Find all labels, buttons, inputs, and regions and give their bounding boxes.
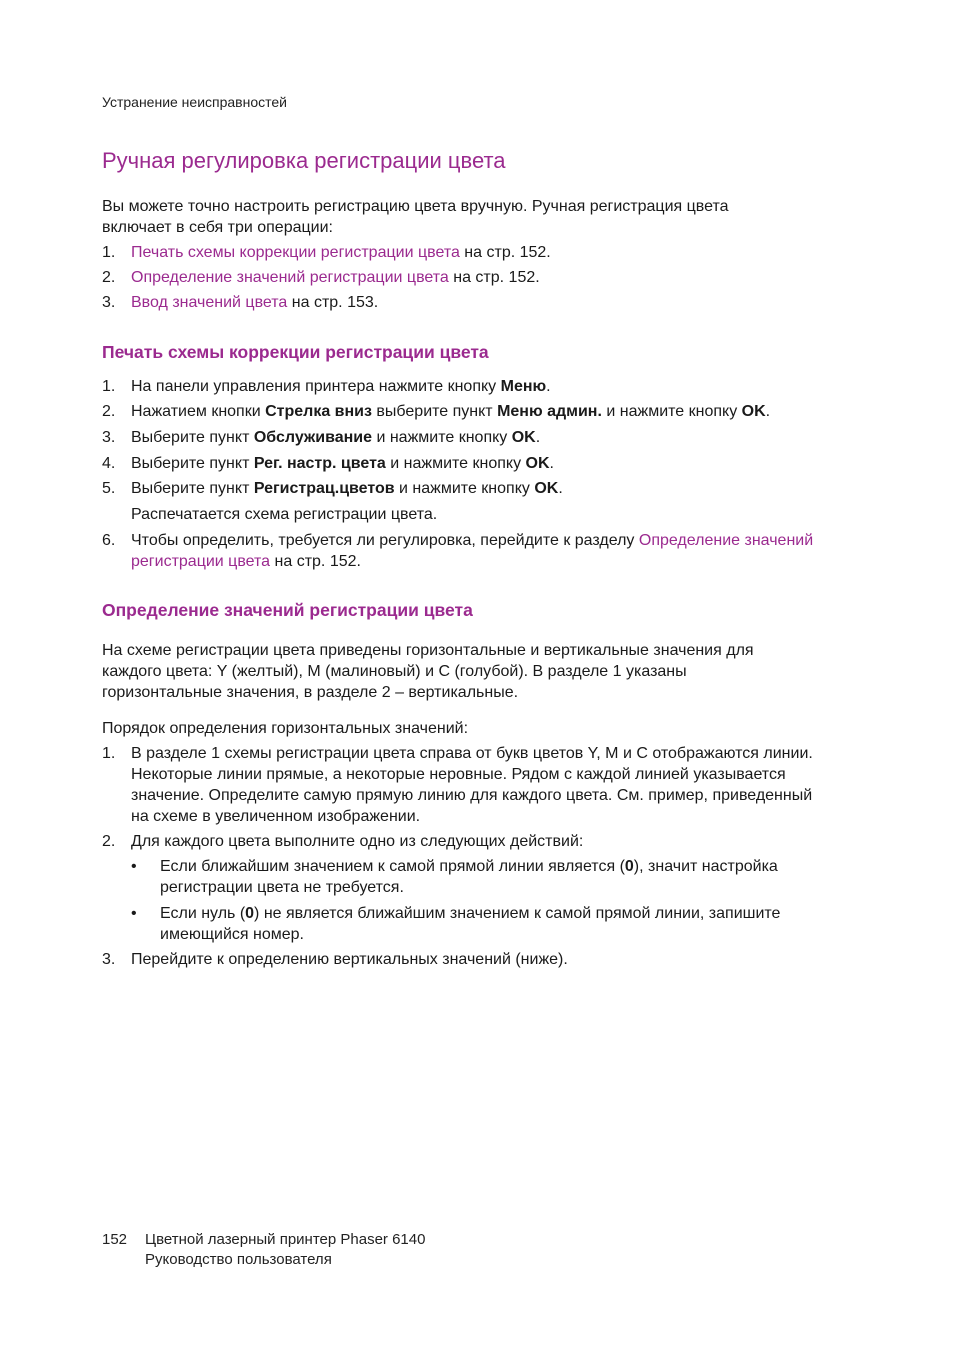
ui-label: OK	[525, 455, 550, 472]
step-item	[102, 453, 862, 474]
list-number: 5.	[102, 480, 116, 497]
page-number: 152	[102, 1231, 128, 1248]
section-print-chart	[102, 342, 862, 572]
step-text: Чтобы определить, требуется ли регулировка, перейдите к разделу	[131, 532, 639, 549]
intro-section	[102, 196, 862, 313]
step-text: и нажмите кнопку	[394, 480, 535, 497]
footer-product: Цветной лазерный принтер Phaser 6140	[145, 1231, 426, 1248]
bullet-text: Если нуль (	[160, 905, 246, 922]
bullet-icon: •	[131, 858, 137, 875]
link-enter-values[interactable]: Ввод значений цвета	[131, 294, 288, 311]
intro-list-item	[102, 242, 862, 263]
step-text: Выберите пункт	[131, 455, 254, 472]
step-text: .	[558, 480, 563, 497]
link-determine-values[interactable]: Определение значений регистрации цвета	[131, 532, 814, 570]
ui-label: OK	[741, 403, 766, 420]
ui-label: OK	[534, 480, 559, 497]
step-item	[102, 743, 831, 827]
step-item	[102, 401, 862, 422]
step-text: В разделе 1 схемы регистрации цвета справа от букв цветов Y, M и C отображаются линии. Некоторые линии прямые, а некоторые неровные. Рядом с каждой линией указывается значение. Определите самую прямую линию для каждого цвета. См. пример, приведенный на схеме в увеличенном изображении.	[131, 745, 813, 825]
step-note	[102, 504, 862, 525]
step-text: и нажмите кнопку	[385, 455, 526, 472]
intro-paragraph: Вы можете точно настроить регистрацию цвета вручную. Ручная регистрация цвета включает в себя три операции:	[102, 198, 729, 236]
ui-label: Меню админ.	[497, 403, 602, 420]
step-item	[102, 831, 862, 852]
ui-label: OK	[511, 429, 536, 446]
step-item	[102, 530, 821, 572]
paragraph: Порядок определения горизонтальных значений:	[102, 720, 469, 737]
note-text: Распечатается схема регистрации цвета.	[131, 506, 438, 523]
ui-label: Рег. настр. цвета	[253, 455, 386, 472]
bullet-item	[102, 856, 850, 898]
page-ref: на стр. 152.	[459, 244, 551, 261]
ui-label: Регистрац.цветов	[253, 480, 395, 497]
section-heading: Определение значений регистрации цвета	[102, 600, 473, 620]
list-number: 6.	[102, 532, 116, 549]
list-number: 1.	[102, 378, 116, 395]
bullet-text: ) не является ближайшим значением к самой прямой линии, запишите имеющийся номер.	[160, 905, 781, 943]
step-text: На панели управления принтера нажмите кнопку	[131, 378, 501, 395]
step-text: выберите пункт	[371, 403, 498, 420]
running-head: Устранение неисправностей	[102, 94, 287, 110]
intro-list-item	[102, 267, 862, 288]
step-text: Нажатием кнопки	[131, 403, 266, 420]
footer-titles	[145, 1230, 425, 1270]
step-item	[102, 427, 862, 448]
link-determine-values[interactable]: Определение значений регистрации цвета	[131, 269, 449, 286]
step-text: и нажмите кнопку	[372, 429, 512, 446]
bullet-icon: •	[131, 905, 137, 922]
step-text: Выберите пункт	[131, 480, 254, 497]
list-number: 2.	[102, 269, 116, 286]
ui-label: Меню	[500, 378, 547, 395]
step-text: Выберите пункт	[131, 429, 254, 446]
paragraph: На схеме регистрации цвета приведены горизонтальные и вертикальные значения для каждого цвета: Y (желтый), M (малиновый) и C (голубой). В разделе 1 указаны горизонтальные значения, в разделе 2 – вертикальные.	[102, 642, 754, 701]
list-number: 1.	[102, 745, 116, 762]
list-number: 4.	[102, 455, 116, 472]
page-ref: на стр. 152.	[448, 269, 540, 286]
list-number: 3.	[102, 951, 116, 968]
page-title: Ручная регулировка регистрации цвета	[102, 148, 506, 173]
section-determine-values	[102, 600, 862, 970]
step-text: .	[765, 403, 771, 420]
list-number: 2.	[102, 403, 116, 420]
step-item	[102, 949, 862, 970]
value-zero: 0	[245, 905, 255, 922]
list-number: 1.	[102, 244, 116, 261]
section-heading: Печать схемы коррекции регистрации цвета	[102, 342, 489, 362]
page-ref: на стр. 152.	[270, 553, 361, 570]
step-text: .	[546, 378, 551, 395]
list-number: 3.	[102, 429, 116, 446]
bullet-item	[102, 903, 860, 945]
step-text: Перейдите к определению вертикальных значений (ниже).	[131, 951, 568, 968]
footer-guide: Руководство пользователя	[145, 1251, 332, 1268]
step-text: и нажмите кнопку	[601, 403, 742, 420]
list-number: 3.	[102, 294, 116, 311]
ui-label: Стрелка вниз	[265, 403, 372, 420]
link-print-chart[interactable]: Печать схемы коррекции регистрации цвета	[131, 244, 460, 261]
step-item	[102, 478, 862, 499]
list-number: 2.	[102, 833, 116, 850]
page-ref: на стр. 153.	[287, 294, 379, 311]
bullet-text: ), значит настройка регистрации цвета не требуется.	[160, 858, 778, 896]
value-zero: 0	[624, 858, 634, 875]
ui-label: Обслуживание	[253, 429, 373, 446]
bullet-text: Если ближайшим значением к самой прямой линии является (	[160, 858, 625, 875]
step-text: .	[549, 455, 554, 472]
step-text: Для каждого цвета выполните одно из следующих действий:	[131, 833, 584, 850]
step-text: .	[535, 429, 541, 446]
intro-list-item	[102, 292, 862, 313]
step-item	[102, 376, 862, 397]
